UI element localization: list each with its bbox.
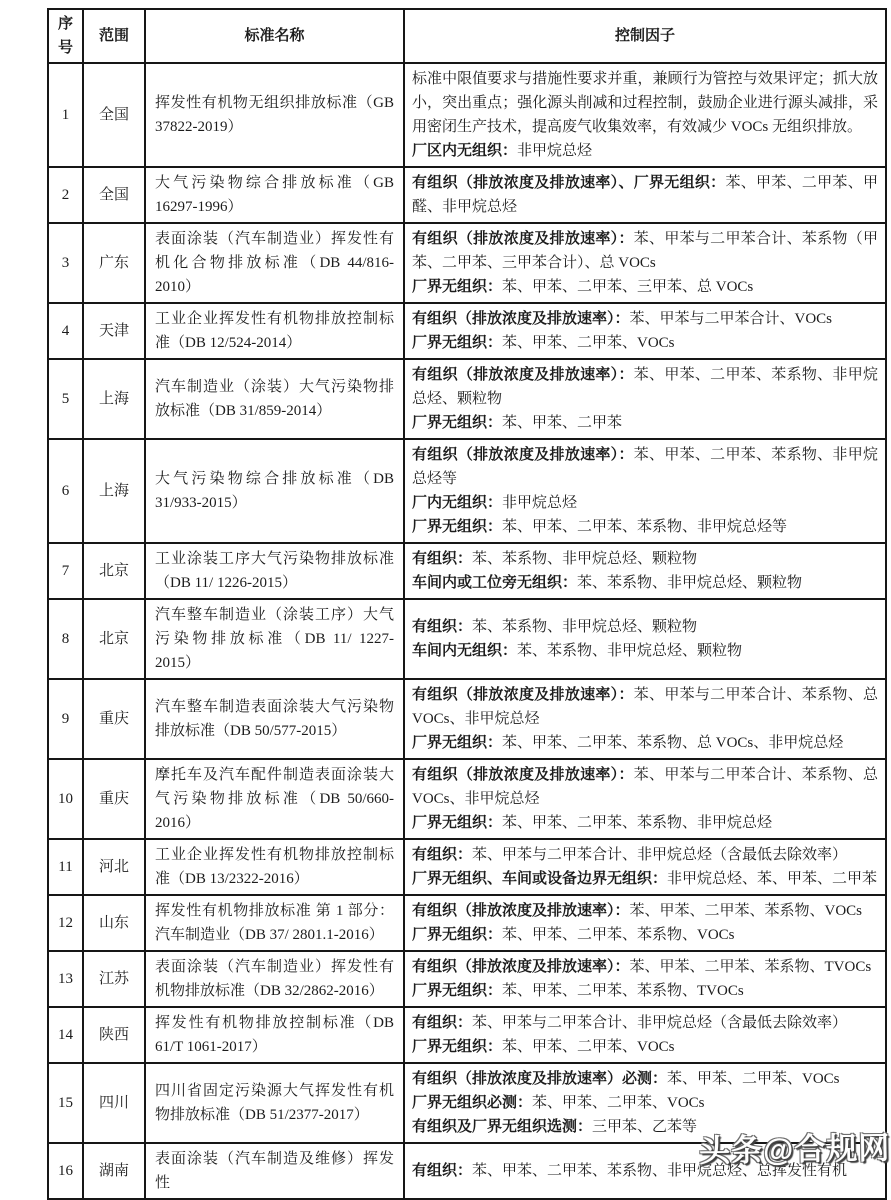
table-row: [48, 223, 886, 303]
header-index: 序号: [48, 9, 83, 63]
row-scope: 江苏: [83, 951, 145, 1007]
control-value: 苯、甲苯、二甲苯、VOCs: [532, 1095, 705, 1111]
row-control-factors: [404, 759, 886, 839]
control-paragraph: [412, 411, 878, 435]
control-label: 厂界无组织：: [412, 982, 503, 999]
control-value: 三甲苯、乙苯等: [592, 1119, 698, 1135]
row-control-factors: [404, 543, 886, 599]
control-value: 苯、甲苯、二甲苯、苯系物、VOCs: [502, 927, 735, 943]
control-value: 苯、苯系物、非甲烷总烃、颗粒物: [472, 551, 698, 567]
control-paragraph: [412, 1091, 878, 1115]
row-scope: 上海: [83, 439, 145, 543]
control-value: 苯、甲苯、二甲苯、苯系物、TVOCs: [502, 983, 744, 999]
row-standard-name: 汽车整车制造表面涂装大气污染物排放标准（DB 50/577-2015）: [145, 679, 404, 759]
row-index: 2: [48, 167, 83, 223]
control-label: 厂区内无组织：: [412, 142, 518, 159]
control-value: 苯、甲苯与二甲苯合计、VOCs: [629, 311, 833, 327]
row-standard-name: 表面涂装（汽车制造业）挥发性有机化合物排放标准（DB 44/816-2010）: [145, 223, 404, 303]
control-value: 苯、甲苯、二甲苯、三甲苯、总 VOCs: [502, 279, 754, 295]
row-standard-name: 表面涂装（汽车制造及维修）挥发性: [145, 1143, 404, 1199]
control-paragraph: [412, 491, 878, 515]
control-label: 有组织（排放浓度及排放速率）：: [412, 310, 630, 327]
table-row: [48, 439, 886, 543]
table-row: [48, 759, 886, 839]
row-control-factors: [404, 839, 886, 895]
control-label: 有组织：: [412, 846, 473, 863]
standards-table-body: [48, 63, 886, 1199]
control-paragraph: [412, 615, 878, 639]
control-value: 苯、甲苯与二甲苯合计、非甲烷总烃（含最低去除效率）: [472, 847, 848, 863]
row-standard-name: 汽车制造业（涂装）大气污染物排放标准（DB 31/859-2014）: [145, 359, 404, 439]
row-scope: 重庆: [83, 759, 145, 839]
control-label: 厂界无组织：: [412, 414, 503, 431]
control-label: 有组织（排放浓度及排放速率）：: [412, 958, 630, 975]
control-value: 苯、甲苯、二甲苯、苯系物、非甲烷总烃: [502, 815, 773, 831]
control-label: 厂界无组织：: [412, 1038, 503, 1055]
row-control-factors: [404, 439, 886, 543]
control-paragraph: [412, 227, 878, 275]
row-control-factors: [404, 303, 886, 359]
row-scope: 山东: [83, 895, 145, 951]
control-value: 苯、甲苯、二甲苯、VOCs: [502, 335, 675, 351]
row-scope: 陕西: [83, 1007, 145, 1063]
row-index: 7: [48, 543, 83, 599]
row-control-factors: [404, 951, 886, 1007]
control-paragraph: [412, 731, 878, 755]
row-scope: 天津: [83, 303, 145, 359]
row-control-factors: [404, 679, 886, 759]
header-scope: 范围: [83, 9, 145, 63]
control-paragraph: [412, 955, 878, 979]
control-value: 苯、甲苯、二甲苯、苯系物、非甲烷总烃等: [502, 519, 788, 535]
control-paragraph: [412, 1011, 878, 1035]
control-label: 厂界无组织：: [412, 334, 503, 351]
control-label: 有组织：: [412, 1162, 473, 1179]
control-value: 苯、甲苯、二甲苯、苯系物、非甲烷总烃、颗粒物: [412, 367, 878, 407]
control-label: 厂界无组织：: [412, 926, 503, 943]
control-label: 厂内无组织：: [412, 494, 503, 511]
row-standard-name: 挥发性有机物排放控制标准（DB 61/T 1061-2017）: [145, 1007, 404, 1063]
row-scope: 四川: [83, 1063, 145, 1143]
control-value: 苯、甲苯、二甲苯: [502, 415, 623, 431]
control-label: 厂界无组织：: [412, 734, 503, 751]
control-paragraph: [412, 979, 878, 1003]
control-label: 有组织（排放浓度及排放速率）：: [412, 766, 634, 783]
table-row: [48, 303, 886, 359]
watermark: 头条@合规网: [698, 1130, 891, 1169]
control-label: 有组织（排放浓度及排放速率）：: [412, 366, 634, 383]
control-value: 苯、甲苯与二甲苯合计、苯系物、总 VOCs、非甲烷总烃: [412, 687, 878, 727]
control-paragraph: [412, 683, 878, 731]
row-control-factors: [404, 223, 886, 303]
control-value: 苯、甲苯、二甲苯、苯系物、TVOCs: [629, 959, 872, 975]
row-index: 3: [48, 223, 83, 303]
standards-table: [47, 8, 887, 1200]
row-standard-name: 表面涂装（汽车制造业）挥发性有机物排放标准（DB 32/2862-2016）: [145, 951, 404, 1007]
control-paragraph: [412, 1035, 878, 1059]
control-value: 苯、甲苯、二甲苯、苯系物、非甲烷总烃、总挥发性有机: [472, 1163, 848, 1179]
row-standard-name: 工业企业挥发性有机物排放控制标准（DB 12/524-2014）: [145, 303, 404, 359]
row-scope: 北京: [83, 543, 145, 599]
table-row: [48, 599, 886, 679]
row-control-factors: [404, 167, 886, 223]
control-paragraph: [412, 139, 878, 163]
header-row: [48, 9, 886, 63]
row-scope: 河北: [83, 839, 145, 895]
table-row: [48, 543, 886, 599]
table-row: [48, 951, 886, 1007]
control-paragraph: [412, 1067, 878, 1091]
table-row: [48, 839, 886, 895]
control-value: 非甲烷总烃: [502, 495, 578, 511]
row-scope: 上海: [83, 359, 145, 439]
control-paragraph: [412, 515, 878, 539]
control-value: 苯、甲苯与二甲苯合计、苯系物（甲苯、二甲苯、三甲苯合计）、总 VOCs: [412, 231, 878, 271]
row-standard-name: 汽车整车制造业（涂装工序）大气污染物排放标准（DB 11/ 1227-2015）: [145, 599, 404, 679]
control-value: 苯、甲苯、二甲苯、VOCs: [502, 1039, 675, 1055]
control-value: 苯、甲苯、二甲苯、苯系物、VOCs: [629, 903, 863, 919]
control-label: 有组织：: [412, 550, 473, 567]
row-standard-name: 摩托车及汽车配件制造表面涂装大气污染物排放标准（DB 50/660-2016）: [145, 759, 404, 839]
row-standard-name: 四川省固定污染源大气挥发性有机物排放标准（DB 51/2377-2017）: [145, 1063, 404, 1143]
control-paragraph: [412, 811, 878, 835]
control-paragraph: [412, 67, 878, 139]
control-label: 有组织（排放浓度及排放速率）：: [412, 446, 634, 463]
row-control-factors: [404, 599, 886, 679]
control-label: 有组织：: [412, 1014, 473, 1031]
control-paragraph: [412, 443, 878, 491]
table-header: [48, 9, 886, 63]
control-paragraph: [412, 547, 878, 571]
row-index: 14: [48, 1007, 83, 1063]
row-scope: 湖南: [83, 1143, 145, 1199]
control-value: 苯、苯系物、非甲烷总烃、颗粒物: [577, 575, 803, 591]
row-index: 15: [48, 1063, 83, 1143]
table-row: [48, 167, 886, 223]
control-paragraph: [412, 923, 878, 947]
row-scope: 全国: [83, 167, 145, 223]
control-paragraph: [412, 307, 878, 331]
control-label: 厂界无组织：: [412, 814, 503, 831]
table-row: [48, 895, 886, 951]
row-index: 10: [48, 759, 83, 839]
row-standard-name: 挥发性有机物排放标准 第 1 部分：汽车制造业（DB 37/ 2801.1-2016）: [145, 895, 404, 951]
row-scope: 重庆: [83, 679, 145, 759]
control-label: 有组织（排放浓度及排放速率）、厂界无组织：: [412, 174, 726, 191]
row-standard-name: 大气污染物综合排放标准（DB 31/933-2015）: [145, 439, 404, 543]
row-control-factors: [404, 63, 886, 167]
control-value: 苯、苯系物、非甲烷总烃、颗粒物: [517, 643, 743, 659]
control-paragraph: [412, 275, 878, 299]
control-paragraph: [412, 899, 878, 923]
table-row: [48, 359, 886, 439]
row-control-factors: [404, 1007, 886, 1063]
control-value: 苯、甲苯、二甲苯、VOCs: [667, 1071, 840, 1087]
control-paragraph: [412, 867, 878, 891]
row-index: 11: [48, 839, 83, 895]
control-value: 非甲烷总烃: [517, 143, 593, 159]
row-standard-name: 工业涂装工序大气污染物排放标准（DB 11/ 1226-2015）: [145, 543, 404, 599]
control-label: 有组织（排放浓度及排放速率）：: [412, 686, 634, 703]
control-value: 非甲烷总烃、苯、甲苯、二甲苯: [667, 871, 878, 887]
control-paragraph: [412, 363, 878, 411]
row-index: 1: [48, 63, 83, 167]
row-index: 8: [48, 599, 83, 679]
control-label: 有组织（排放浓度及排放速率）：: [412, 902, 630, 919]
row-index: 6: [48, 439, 83, 543]
control-label: 有组织：: [412, 618, 473, 635]
control-paragraph: [412, 639, 878, 663]
control-value: 苯、甲苯与二甲苯合计、非甲烷总烃（含最低去除效率）: [472, 1015, 848, 1031]
row-index: 12: [48, 895, 83, 951]
control-value: 苯、苯系物、非甲烷总烃、颗粒物: [472, 619, 698, 635]
row-control-factors: [404, 895, 886, 951]
header-control-factor: 控制因子: [404, 9, 886, 63]
row-control-factors: [404, 359, 886, 439]
row-index: 4: [48, 303, 83, 359]
row-scope: 北京: [83, 599, 145, 679]
control-label: 厂界无组织：: [412, 278, 503, 295]
control-value: 标准中限值要求与措施性要求并重，兼顾行为管控与效果评定；抓大放小，突出重点；强化源头削减和过程控制，鼓励企业进行源头减排，采用密闭生产技术，提高废气收集效率，有效减少 VOCs 无组织排放。: [412, 71, 878, 135]
row-standard-name: 大气污染物综合排放标准（GB 16297-1996）: [145, 167, 404, 223]
control-value: 苯、甲苯、二甲苯、甲醛、非甲烷总烃: [412, 175, 878, 215]
control-label: 有组织（排放浓度及排放速率）必测：: [412, 1070, 668, 1087]
row-scope: 广东: [83, 223, 145, 303]
control-label: 车间内或工位旁无组织：: [412, 574, 578, 591]
header-standard-name: 标准名称: [145, 9, 404, 63]
control-value: 苯、甲苯与二甲苯合计、苯系物、总 VOCs、非甲烷总烃: [412, 767, 878, 807]
control-paragraph: [412, 171, 878, 219]
control-paragraph: [412, 763, 878, 811]
control-label: 车间内无组织：: [412, 642, 518, 659]
row-standard-name: 挥发性有机物无组织排放标准（GB 37822-2019）: [145, 63, 404, 167]
control-value: 苯、甲苯、二甲苯、苯系物、非甲烷总烃等: [412, 447, 878, 487]
row-index: 13: [48, 951, 83, 1007]
row-standard-name: 工业企业挥发性有机物排放控制标准（DB 13/2322-2016）: [145, 839, 404, 895]
row-index: 5: [48, 359, 83, 439]
control-paragraph: [412, 571, 878, 595]
row-index: 16: [48, 1143, 83, 1199]
control-label: 有组织（排放浓度及排放速率）：: [412, 230, 634, 247]
table-row: [48, 63, 886, 167]
row-scope: 全国: [83, 63, 145, 167]
control-label: 有组织及厂界无组织选测：: [412, 1118, 593, 1135]
row-index: 9: [48, 679, 83, 759]
table-row: [48, 679, 886, 759]
control-label: 厂界无组织：: [412, 518, 503, 535]
control-label: 厂界无组织、车间或设备边界无组织：: [412, 870, 668, 887]
control-paragraph: [412, 843, 878, 867]
control-label: 厂界无组织必测：: [412, 1094, 533, 1111]
control-paragraph: [412, 331, 878, 355]
control-value: 苯、甲苯、二甲苯、苯系物、总 VOCs、非甲烷总烃: [502, 735, 844, 751]
table-row: [48, 1007, 886, 1063]
